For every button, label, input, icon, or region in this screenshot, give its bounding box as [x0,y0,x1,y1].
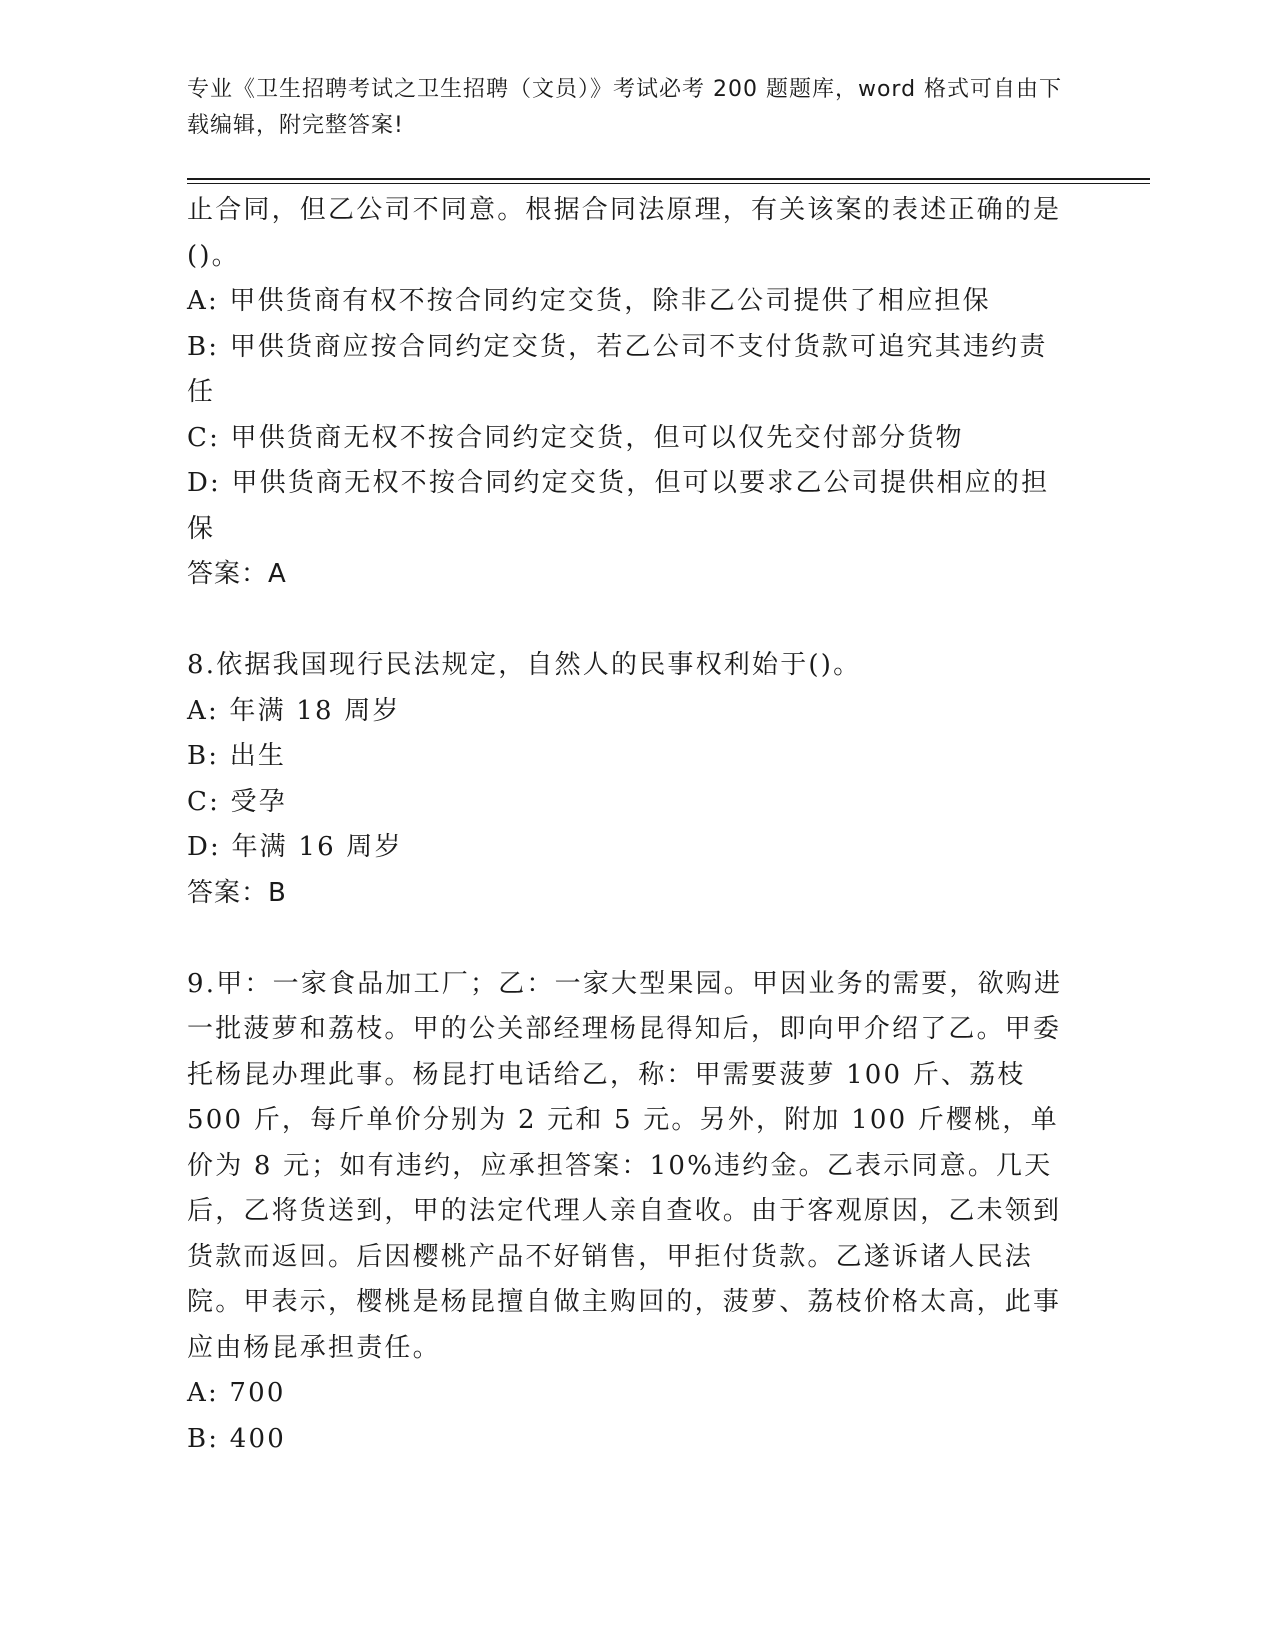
question-7-option-a: A: 甲供货商有权不按合同约定交货，除非乙公司提供了相应担保 [187,286,991,316]
question-9-option-a: A: 700 [187,1378,286,1408]
spacer [187,916,1067,962]
question-8-stem: 8.依据我国现行民法规定，自然人的民事权利始于()。 [187,650,862,680]
question-8-option-d: D: 年满 16 周岁 [187,832,403,862]
question-content [187,188,1067,1462]
question-9-stem: 9.甲：一家食品加工厂；乙：一家大型果园。甲因业务的需要，欲购进一批菠萝和荔枝。甲的公关部经理杨昆得知后，即向甲介绍了乙。甲委托杨昆办理此事。杨昆打电话给乙，称：甲需要菠萝 100 斤、荔枝 500 斤，每斤单价分别为 2 元和 5 元。另外，附加 100 斤樱桃，单价为 8 元；如有违约，应承担答案：10%违约金。乙表示同意。几天后，乙将货送到，甲的法定代理人亲自查收。由于客观原因，乙未领到货款而返回。后因樱桃产品不好销售，甲拒付货款。乙遂诉诸人民法院。甲表示，樱桃是杨昆擅自做主购回的，菠萝、荔枝价格太高，此事应由杨昆承担责任。 [187,968,1063,1363]
header-rule-thick [187,178,1150,180]
question-9-option-b: B: 400 [187,1423,286,1454]
question-8-option-c: C: 受孕 [187,786,287,817]
question-7-stem-tail: 止合同，但乙公司不同意。根据合同法原理，有关该案的表述正确的是()。 [187,195,1062,271]
question-8-option-b: B: 出生 [187,741,287,771]
question-7-option-b: B: 甲供货商应按合同约定交货，若乙公司不支付货款可追究其违约责任 [187,331,1048,407]
question-7-option-c: C: 甲供货商无权不按合同约定交货，但可以仅先交付部分货物 [187,422,964,453]
question-7-answer: 答案：A [187,559,287,589]
question-8-option-a: A: 年满 18 周岁 [187,695,401,726]
header-rule-thin [187,183,1150,184]
question-8-answer: 答案：B [187,877,287,908]
question-7-option-d: D: 甲供货商无权不按合同约定交货，但可以要求乙公司提供相应的担保 [187,468,1050,544]
spacer [187,598,1067,644]
document-header: 专业《卫生招聘考试之卫生招聘（文员）》考试必考 200 题题库，word 格式可自由下载编辑，附完整答案! [187,77,1063,138]
